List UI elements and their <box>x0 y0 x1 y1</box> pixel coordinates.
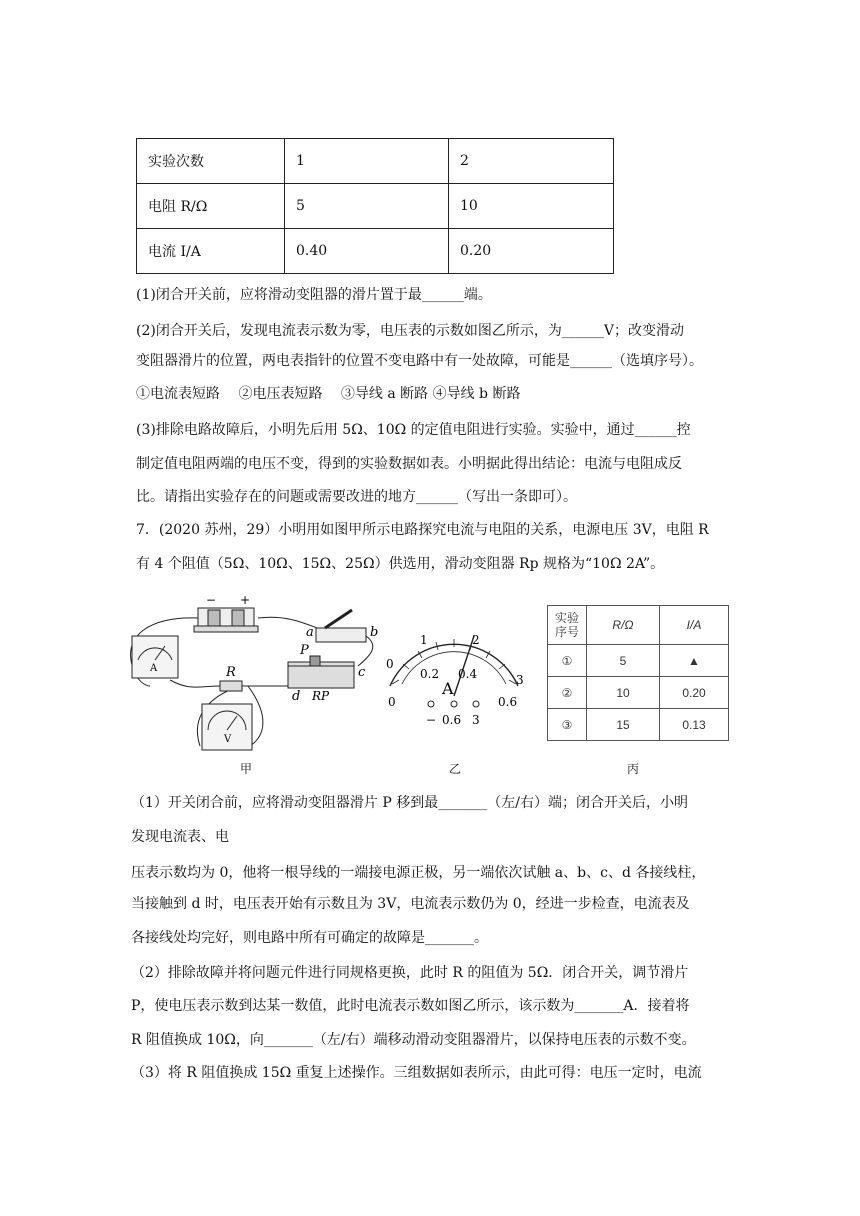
question-line: 发现电流表、电 <box>131 829 229 845</box>
table-cell: ▲ <box>660 645 729 677</box>
question-line: 压表示数均为 0，他将一根导线的一端接电源正极，另一端依次试触 a、b、c、d 各接线柱， <box>131 865 706 881</box>
scale-bottom-2: 0.4 <box>458 667 478 681</box>
table-cell: 0.13 <box>660 709 729 741</box>
table-cell: 5 <box>587 645 660 677</box>
terminal-3: 3 <box>472 713 480 727</box>
table-header-cell: 实验次数 <box>137 139 285 184</box>
question-line: 制定值电阻两端的电压不变，得到的实验数据如表。小明据此得出结论：电流与电阻成反 <box>136 456 682 472</box>
rheostat-icon <box>288 643 366 704</box>
question-line: 比。请指出实验存在的问题或需要改进的地方______（写出一条即可）。 <box>136 489 577 505</box>
terminal-c-label: c <box>358 665 366 680</box>
table-cell: 0.40 <box>285 229 449 274</box>
terminal-minus: − <box>426 713 437 727</box>
figure-caption-jia: 甲 <box>240 762 253 776</box>
scale-bottom-1: 0.2 <box>420 667 440 681</box>
table-cell: ③ <box>548 709 587 741</box>
table-cell: 5 <box>285 184 449 229</box>
terminal-a-label: a <box>306 625 314 640</box>
scale-top-2: 2 <box>472 633 480 647</box>
terminal-d-label: d <box>292 689 301 704</box>
battery-minus-label: − <box>206 596 217 607</box>
question-line: 各接线处均完好，则电路中所有可确定的故障是_______。 <box>131 930 488 946</box>
question-line: (1)闭合开关前，应将滑动变阻器的滑片置于最______端。 <box>136 287 492 303</box>
ammeter-dial-icon <box>386 633 524 727</box>
question-line: R 阻值换成 10Ω，向_______（左/右）端移动滑动变阻器滑片，以保持电压表的示数不变。 <box>131 1032 696 1048</box>
question-line: (2)闭合开关后，发现电流表示数为零，电压表的示数如图乙所示，为______V；改变滑动 <box>136 323 684 339</box>
question-line: （1）开关闭合前，应将滑动变阻器滑片 P 移到最_______（左/右）端；闭合开关后，小明 <box>131 795 688 811</box>
table-cell: 0.20 <box>660 677 729 709</box>
resistor-icon <box>220 665 242 691</box>
table-header-cell: 2 <box>449 139 614 184</box>
table-header-cell: I/A <box>660 606 729 645</box>
table-cell: 电流 I/A <box>137 229 285 274</box>
meter-unit-label: A <box>442 679 454 698</box>
question-line: 当接触到 d 时，电压表开始有示数且为 3V，电流表示数仍为 0，经进一步检查，电流表及 <box>131 896 690 912</box>
slider-p-label: P <box>300 643 309 658</box>
resistor-label: R <box>226 665 236 680</box>
table-row <box>548 709 729 741</box>
figure-caption-bing: 丙 <box>627 762 640 776</box>
scale-top-0: 0 <box>386 657 394 671</box>
table-cell: 电阻 R/Ω <box>137 184 285 229</box>
question-line: (3)排除电路故障后，小明先后用 5Ω、10Ω 的定值电阻进行实验。实验中，通过______控 <box>136 422 691 438</box>
question-line: （3）将 R 阻值换成 15Ω 重复上述操作。三组数据如表所示，由此可得：电压一定时，电流 <box>131 1065 702 1081</box>
table-row <box>137 139 614 184</box>
voltmeter-label: V <box>224 734 232 745</box>
scale-bottom-3: 0.6 <box>498 695 518 709</box>
table-cell: 10 <box>449 184 614 229</box>
scale-top-1: 1 <box>420 633 428 647</box>
ammeter-icon <box>132 636 178 678</box>
question-line: P，使电压表示数到达某一数值，此时电流表示数如图乙所示，该示数为_______A．接着将 <box>131 998 690 1014</box>
figure-caption-yi: 乙 <box>449 762 462 776</box>
question-line: 有 4 个阻值（5Ω、10Ω、15Ω、25Ω）供选用，滑动变阻器 Rp 规格为“10Ω 2A”。 <box>136 556 665 572</box>
table-header-cell: 1 <box>285 139 449 184</box>
table-cell: 10 <box>587 677 660 709</box>
table-row <box>548 606 729 645</box>
table-cell: 0.20 <box>449 229 614 274</box>
scale-top-3: 3 <box>516 673 524 687</box>
table-row <box>137 229 614 274</box>
table-cell: ② <box>548 677 587 709</box>
table-cell: 15 <box>587 709 660 741</box>
answer-options: ①电流表短路 ②电压表短路 ③导线 a 断路 ④导线 b 断路 <box>136 386 521 402</box>
terminal-0.6: 0.6 <box>442 713 462 727</box>
battery-plus-label: + <box>240 596 251 607</box>
question-line: 变阻器滑片的位置，两电表指针的位置不变电路中有一处故障，可能是______（选填序号）。 <box>136 353 703 369</box>
table-header-cell: R/Ω <box>587 606 660 645</box>
terminal-b-label: b <box>370 625 379 640</box>
rheostat-label: RP <box>312 689 330 703</box>
question-line: （2）排除故障并将问题元件进行同规格更换，此时 R 的阻值为 5Ω．闭合开关，调节滑片 <box>131 965 689 981</box>
experiment-data-table <box>136 138 614 274</box>
scale-bottom-0: 0 <box>388 695 396 709</box>
table-header-cell: 实验 序号 <box>548 606 587 645</box>
results-table <box>547 605 729 741</box>
question-title: 7．(2020 苏州，29）小明用如图甲所示电路探究电流与电阻的关系，电源电压 3V，电阻 R <box>136 522 709 538</box>
battery-icon <box>194 596 258 632</box>
voltmeter-icon <box>202 704 252 750</box>
table-row <box>137 184 614 229</box>
table-row <box>548 645 729 677</box>
ammeter-label: A <box>150 663 158 674</box>
table-cell: ① <box>548 645 587 677</box>
table-row <box>548 677 729 709</box>
